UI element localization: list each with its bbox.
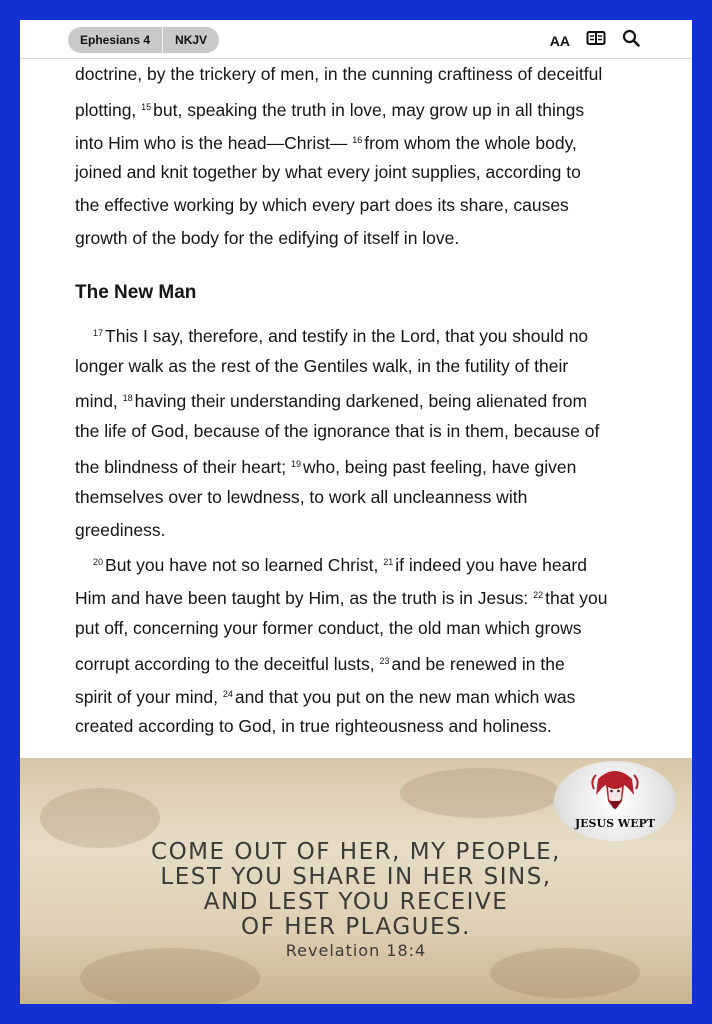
book-chapter-button[interactable]: Ephesians 4 bbox=[80, 33, 151, 47]
verse-line: joined and knit together by what every joint supplies, according to bbox=[75, 162, 581, 183]
verse-line: growth of the body for the edifying of itself in love. bbox=[75, 227, 460, 248]
verse-line: $^{20}$ But you have not so learned Christ, $^{21}$ if indeed you have heard bbox=[93, 555, 587, 576]
verse-line: mind, $^{18}$ having their understanding darkened, being alienated from bbox=[75, 391, 588, 412]
passage-selector bbox=[68, 27, 219, 53]
quote-banner bbox=[20, 758, 692, 1004]
translation-button[interactable]: NKJV bbox=[175, 33, 208, 47]
verse-line: the life of God, because of the ignorance that is in them, because of bbox=[75, 421, 600, 442]
book-icon[interactable] bbox=[586, 30, 606, 51]
verse-line: Him and have been taught by Him, as the truth is in Jesus: $^{22}$ that you bbox=[75, 588, 608, 609]
verse-number[interactable]: 21 bbox=[383, 557, 394, 568]
verse-line: longer walk as the rest of the Gentiles walk, in the futility of their bbox=[75, 355, 569, 376]
verse-number[interactable]: 22 bbox=[533, 590, 544, 601]
search-icon[interactable] bbox=[622, 29, 640, 52]
scripture-quote bbox=[20, 840, 692, 960]
verse-number[interactable]: 20 bbox=[93, 557, 104, 568]
verse-line: spirit of your mind, $^{24}$ and that you put on the new man which was bbox=[75, 686, 576, 707]
verse-line: into Him who is the head—Christ— $^{16}$ from whom the whole body, bbox=[75, 132, 577, 153]
channel-name: JESUS WEPT bbox=[574, 817, 656, 830]
paper-stain bbox=[40, 788, 160, 848]
verse-line: the effective working by which every part does its share, causes bbox=[75, 195, 569, 216]
verse-line: greediness. bbox=[75, 519, 166, 540]
verse-line: doctrine, by the trickery of men, in the cunning craftiness of deceitful bbox=[75, 64, 603, 84]
section-heading: The New Man bbox=[75, 281, 197, 303]
scripture-text bbox=[75, 58, 650, 743]
quote-reference: Revelation 18:4 bbox=[285, 941, 427, 960]
verse-line: themselves over to lewdness, to work all uncleanness with bbox=[75, 486, 528, 507]
verse-line: corrupt according to the deceitful lusts, $^{23}$ and be renewed in the bbox=[75, 653, 565, 674]
verse-number[interactable]: 16 bbox=[352, 134, 363, 145]
verse-line: $^{17}$ This I say, therefore, and testify in the Lord, that you should no bbox=[93, 325, 589, 346]
quote-line: COME OUT OF HER, MY PEOPLE, bbox=[151, 839, 561, 865]
verse-line: put off, concerning your former conduct, the old man which grows bbox=[75, 617, 582, 638]
channel-logo bbox=[554, 761, 676, 841]
verse-number[interactable]: 17 bbox=[93, 327, 104, 338]
verse-line: plotting, $^{15}$ but, speaking the truth in love, may grow up in all things bbox=[75, 99, 585, 120]
verse-number[interactable]: 19 bbox=[290, 458, 301, 469]
verse-number[interactable]: 23 bbox=[379, 655, 390, 666]
verse-line: created according to God, in true righteousness and holiness. bbox=[75, 716, 552, 737]
reader-window bbox=[20, 20, 692, 1004]
verse-number[interactable]: 15 bbox=[141, 101, 152, 112]
text-size-icon[interactable]: AA bbox=[549, 32, 570, 49]
quote-line: OF HER PLAGUES. bbox=[241, 914, 471, 940]
toolbar-tools bbox=[550, 29, 640, 52]
verse-number[interactable]: 24 bbox=[222, 688, 233, 699]
paper-stain bbox=[400, 768, 560, 818]
quote-line: AND LEST YOU RECEIVE bbox=[203, 889, 509, 915]
verse-line: the blindness of their heart; $^{19}$ who, being past feeling, have given bbox=[75, 456, 577, 477]
verse-number[interactable]: 18 bbox=[122, 393, 133, 404]
toolbar bbox=[20, 20, 692, 59]
quote-line: LEST YOU SHARE IN HER SINS, bbox=[160, 864, 552, 890]
jesus-portrait-icon bbox=[554, 761, 676, 821]
